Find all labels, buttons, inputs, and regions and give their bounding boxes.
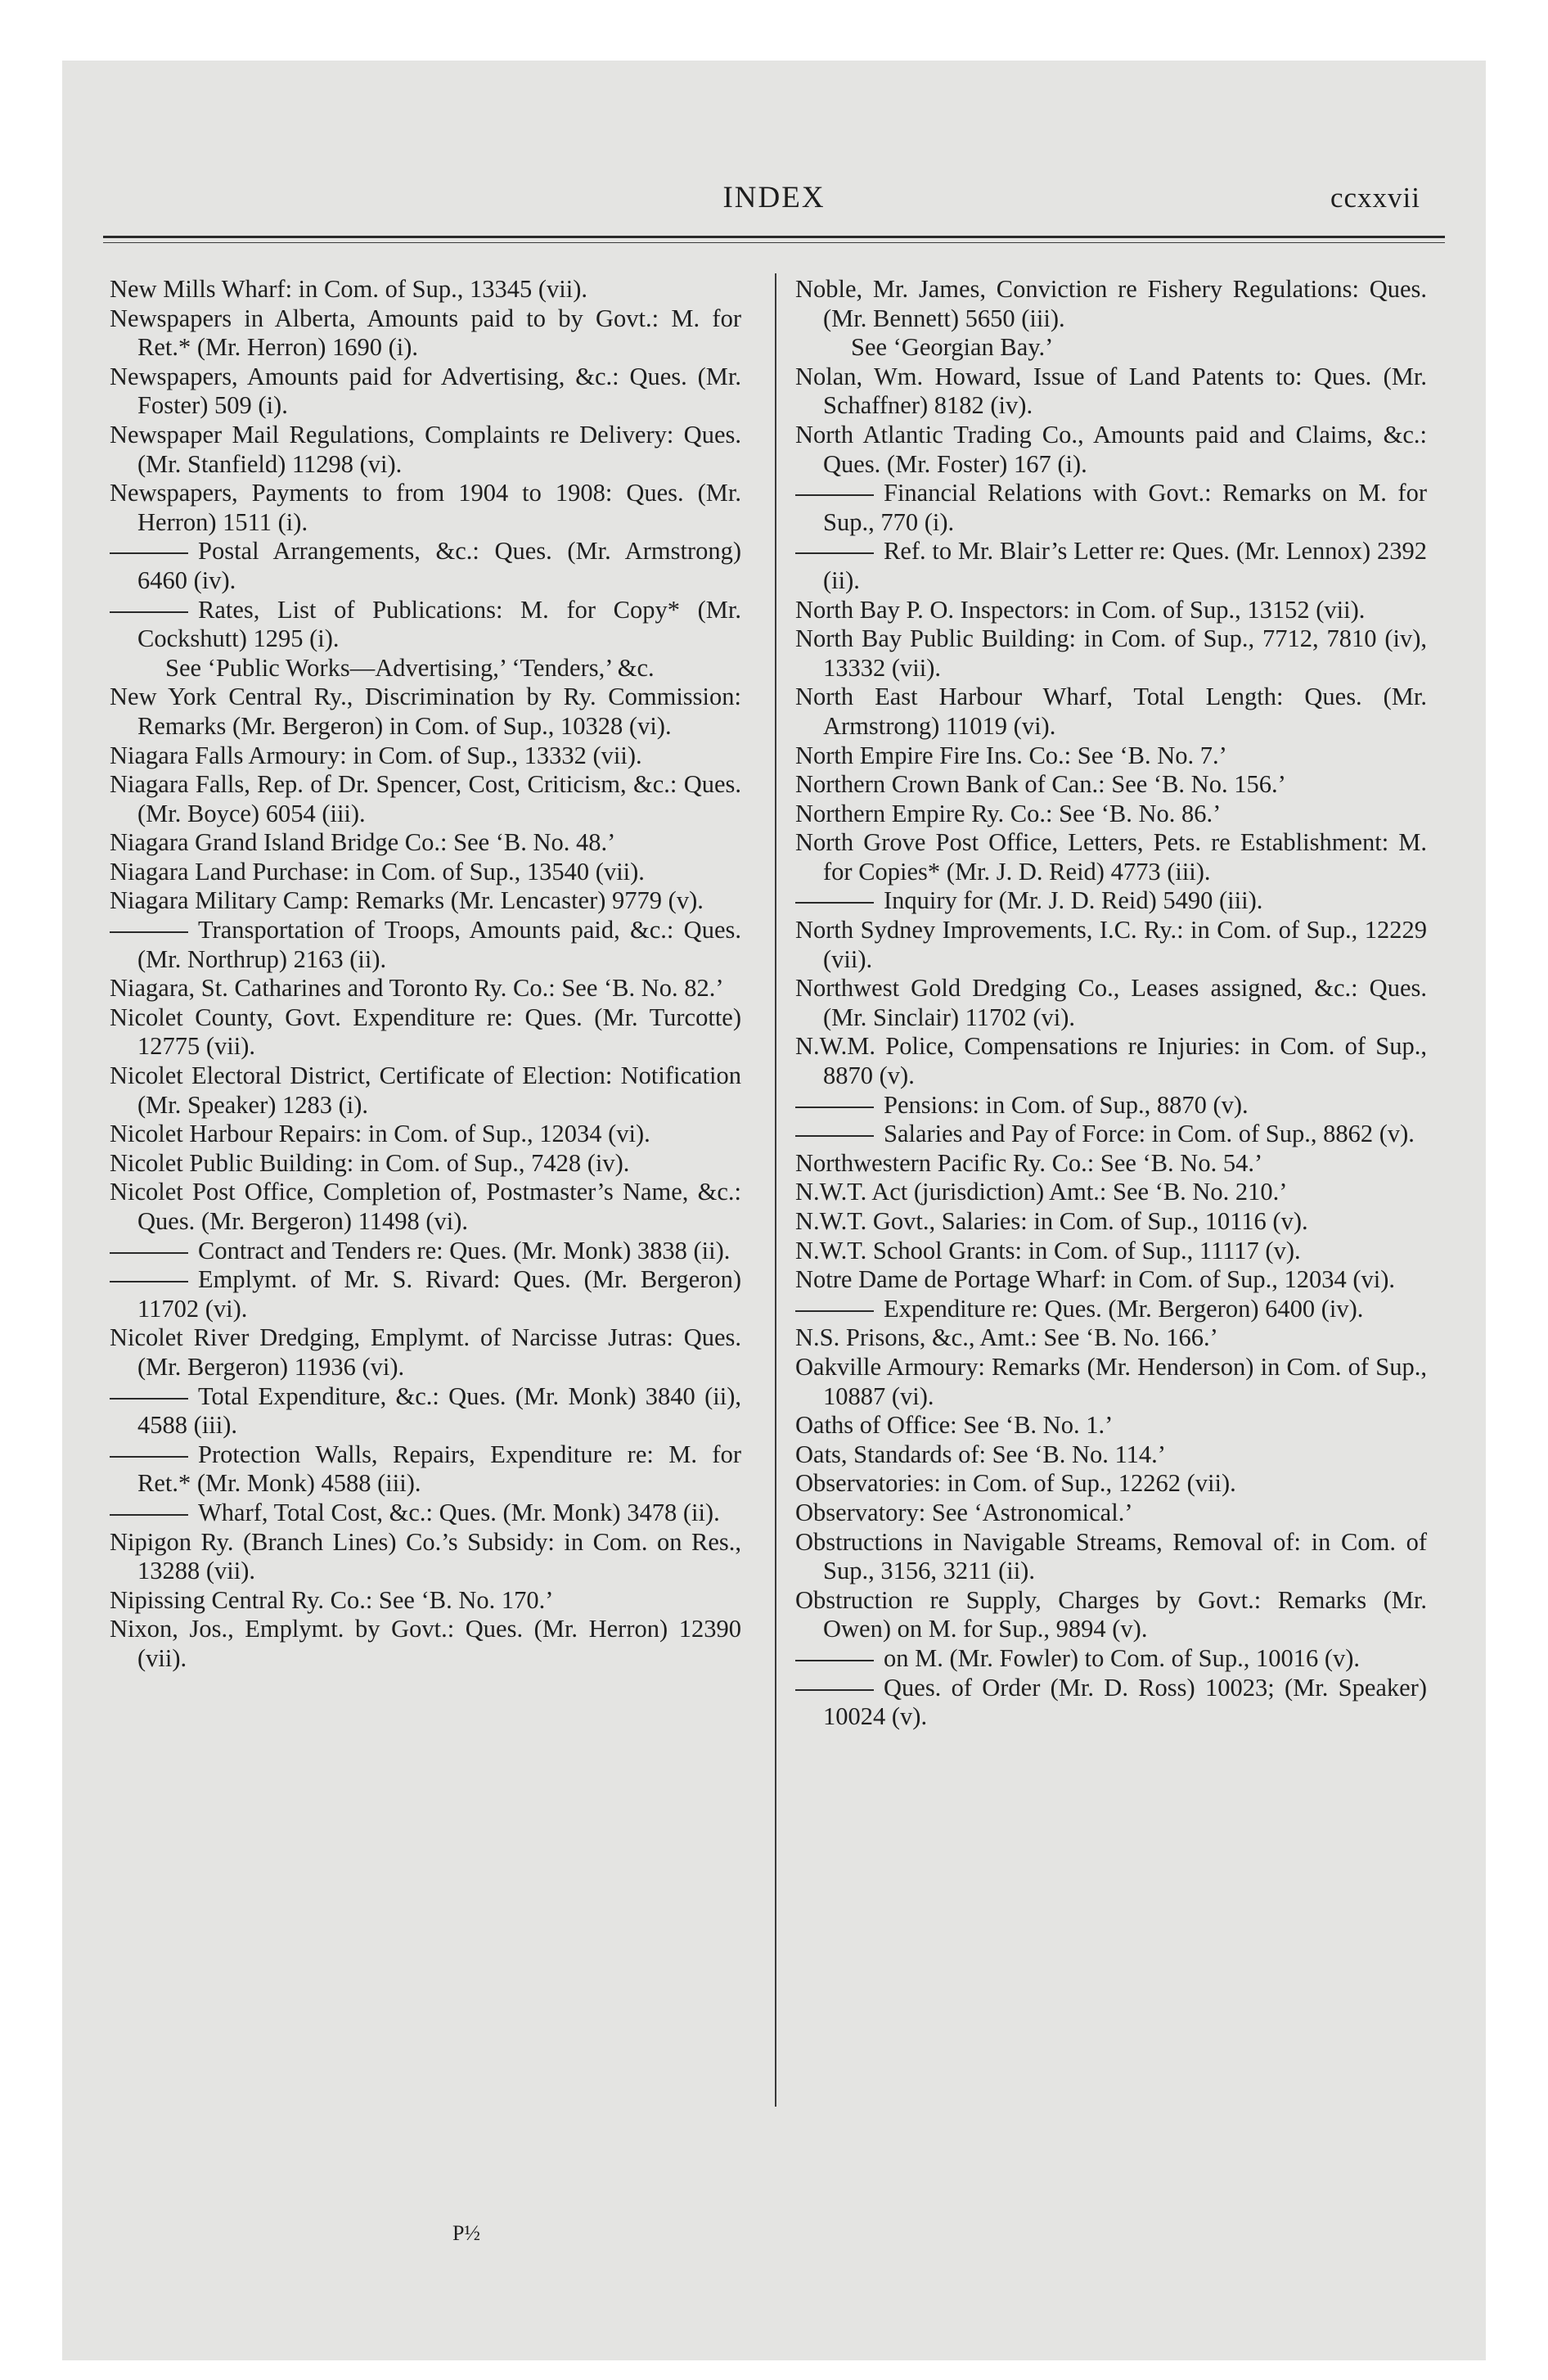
entry-text: Niagara, St. Catharines and Toronto Ry. Co.: See ‘B. No. 82.’: [110, 974, 724, 1003]
index-entry: [795, 333, 1427, 363]
entry-text: Nicolet Post Office, Completion of, Postmaster’s Name, &c.: Ques. (Mr. Bergeron) 11498 (vi).: [110, 1178, 741, 1235]
index-entry: [110, 1382, 741, 1440]
index-entry: [110, 1178, 741, 1236]
entry-text: Newspapers in Alberta, Amounts paid to by Govt.: M. for Ret.* (Mr. Herron) 1690 (i).: [110, 304, 741, 362]
index-entry: [110, 1265, 741, 1323]
index-entry: [110, 421, 741, 479]
index-entry: [110, 886, 741, 916]
entry-text: Nicolet Public Building: in Com. of Sup., 7428 (iv).: [110, 1148, 630, 1177]
entry-text: Pensions: in Com. of Sup., 8870 (v).: [884, 1090, 1249, 1119]
header-rule-thick: [103, 236, 1445, 238]
index-entry: [110, 1499, 741, 1528]
entry-text: Financial Relations with Govt.: Remarks on M. for Sup., 770 (i).: [823, 479, 1427, 536]
index-entry: [795, 1411, 1427, 1440]
entry-text: Expenditure re: Ques. (Mr. Bergeron) 6400 (iv).: [884, 1294, 1364, 1323]
index-entry: [110, 1440, 741, 1499]
index-entry: [795, 1091, 1427, 1120]
index-entry: [795, 1353, 1427, 1411]
entry-text: See ‘Public Works—Advertising,’ ‘Tenders,’ &c.: [165, 653, 655, 682]
entry-text: Obstruction re Supply, Charges by Govt.: Remarks (Mr. Owen) on M. for Sup., 9894 (v).: [795, 1585, 1427, 1643]
index-entry: [795, 1469, 1427, 1499]
index-entry: [795, 537, 1427, 595]
entry-text: New York Central Ry., Discrimination by Ry. Commission: Remarks (Mr. Bergeron) in Com. of Sup., 10328 (vi).: [110, 683, 741, 740]
entry-text: Rates, List of Publications: M. for Copy* (Mr. Cockshutt) 1295 (i).: [137, 595, 741, 653]
index-entry: [110, 1062, 741, 1120]
index-entry: [110, 770, 741, 828]
entry-text: New Mills Wharf: in Com. of Sup., 13345 (vii).: [110, 275, 587, 303]
ditto-dash: [110, 1281, 188, 1282]
right-column: [795, 275, 1427, 1732]
entry-text: N.W.T. School Grants: in Com. of Sup., 11117 (v).: [795, 1236, 1301, 1264]
entry-text: Observatory: See ‘Astronomical.’: [795, 1498, 1133, 1526]
column-divider: [775, 273, 776, 2107]
index-entry: [795, 1295, 1427, 1324]
entry-text: Total Expenditure, &c.: Ques. (Mr. Monk) 3840 (ii), 4588 (iii).: [137, 1382, 741, 1440]
ditto-dash: [110, 1456, 188, 1458]
entry-text: N.W.T. Govt., Salaries: in Com. of Sup., 10116 (v).: [795, 1207, 1308, 1235]
entry-text: North Empire Fire Ins. Co.: See ‘B. No. 7.’: [795, 741, 1227, 769]
ditto-dash: [795, 1107, 874, 1108]
ditto-dash: [795, 1310, 874, 1312]
left-column: [110, 275, 741, 1674]
index-entry: [795, 1265, 1427, 1295]
entry-text: North Sydney Improvements, I.C. Ry.: in Com. of Sup., 12229 (vii).: [795, 916, 1427, 973]
ditto-dash: [795, 902, 874, 904]
entry-text: Oaths of Office: See ‘B. No. 1.’: [795, 1411, 1114, 1440]
page-number: ccxxvii: [1330, 182, 1420, 214]
entry-text: Northwest Gold Dredging Co., Leases assigned, &c.: Ques. (Mr. Sinclair) 11702 (vi).: [795, 974, 1427, 1031]
index-entry: [795, 800, 1427, 829]
ditto-dash: [795, 552, 874, 554]
index-page: [62, 61, 1486, 2360]
index-entry: [110, 858, 741, 887]
signature-mark: P½: [452, 2221, 480, 2245]
entry-text: Notre Dame de Portage Wharf: in Com. of Sup., 12034 (vi).: [795, 1265, 1395, 1294]
index-entry: [110, 479, 741, 537]
entry-text: Newspapers, Payments to from 1904 to 1908: Ques. (Mr. Herron) 1511 (i).: [110, 479, 741, 536]
entry-text: North East Harbour Wharf, Total Length: Ques. (Mr. Armstrong) 11019 (vi).: [795, 683, 1427, 740]
header-rule-thin: [103, 242, 1445, 243]
entry-text: Salaries and Pay of Force: in Com. of Sup., 8862 (v).: [884, 1120, 1415, 1148]
entry-text: Nolan, Wm. Howard, Issue of Land Patents to: Ques. (Mr. Schaffner) 8182 (iv).: [795, 362, 1427, 420]
entry-text: Niagara Grand Island Bridge Co.: See ‘B. No. 48.’: [110, 828, 616, 857]
entry-text: Niagara Military Camp: Remarks (Mr. Lencaster) 9779 (v).: [110, 886, 704, 915]
index-entry: [795, 1674, 1427, 1732]
entry-text: Nicolet Harbour Repairs: in Com. of Sup., 12034 (vi).: [110, 1120, 650, 1148]
index-entry: [110, 537, 741, 595]
index-entry: [110, 654, 741, 683]
index-entry: [110, 275, 741, 304]
entry-text: North Bay Public Building: in Com. of Sup., 7712, 7810 (iv), 13332 (vii).: [795, 624, 1427, 682]
index-entry: [795, 275, 1427, 333]
entry-text: Nixon, Jos., Emplymt. by Govt.: Ques. (Mr. Herron) 12390 (vii).: [110, 1615, 741, 1672]
index-entry: [795, 1440, 1427, 1470]
ditto-dash: [110, 1252, 188, 1254]
index-entry: [795, 974, 1427, 1032]
index-entry: [110, 1615, 741, 1673]
entry-text: Northern Crown Bank of Can.: See ‘B. No. 156.’: [795, 770, 1286, 799]
index-entry: [795, 363, 1427, 421]
index-entry: [110, 1528, 741, 1586]
index-entry: [795, 1528, 1427, 1586]
entry-text: Obstructions in Navigable Streams, Removal of: in Com. of Sup., 3156, 3211 (ii).: [795, 1527, 1427, 1585]
entry-text: Oakville Armoury: Remarks (Mr. Henderson) in Com. of Sup., 10887 (vi).: [795, 1352, 1427, 1410]
entry-text: Protection Walls, Repairs, Expenditure re: M. for Ret.* (Mr. Monk) 4588 (iii).: [137, 1440, 741, 1498]
page-title: INDEX: [722, 181, 826, 214]
ditto-dash: [110, 552, 188, 554]
entry-text: Northern Empire Ry. Co.: See ‘B. No. 86.’: [795, 799, 1222, 827]
entry-text: Observatories: in Com. of Sup., 12262 (vii).: [795, 1469, 1236, 1498]
entry-text: See ‘Georgian Bay.’: [851, 333, 1054, 362]
entry-text: Newspaper Mail Regulations, Complaints re Delivery: Ques. (Mr. Stanfield) 11298 (vi).: [110, 420, 741, 478]
index-entry: [110, 1586, 741, 1616]
ditto-dash: [110, 611, 188, 613]
index-entry: [110, 683, 741, 741]
index-entry: [110, 1003, 741, 1062]
index-entry: [795, 683, 1427, 741]
entry-text: Nicolet Electoral District, Certificate of Election: Notification (Mr. Speaker) 1283 (i).: [110, 1062, 741, 1119]
entry-text: Nicolet County, Govt. Expenditure re: Ques. (Mr. Turcotte) 12775 (vii).: [110, 1003, 741, 1061]
entry-text: Niagara Land Purchase: in Com. of Sup., 13540 (vii).: [110, 857, 645, 886]
entry-text: on M. (Mr. Fowler) to Com. of Sup., 10016 (v).: [884, 1643, 1361, 1672]
ditto-dash: [110, 931, 188, 933]
index-entry: [110, 304, 741, 363]
entry-text: Niagara Falls Armoury: in Com. of Sup., 13332 (vii).: [110, 741, 642, 769]
index-entry: [110, 1237, 741, 1266]
index-entry: [795, 1178, 1427, 1207]
ditto-dash: [795, 1660, 874, 1661]
entry-text: Inquiry for (Mr. J. D. Reid) 5490 (iii).: [884, 886, 1263, 915]
index-entry: [110, 363, 741, 421]
index-entry: [795, 1586, 1427, 1644]
index-entry: [110, 828, 741, 858]
index-entry: [795, 1120, 1427, 1149]
index-entry: [795, 596, 1427, 625]
index-entry: [795, 770, 1427, 800]
index-entry: [795, 1207, 1427, 1237]
entry-text: Ques. of Order (Mr. D. Ross) 10023; (Mr. Speaker) 10024 (v).: [823, 1673, 1427, 1731]
entry-text: North Bay P. O. Inspectors: in Com. of Sup., 13152 (vii).: [795, 595, 1366, 624]
entry-text: Wharf, Total Cost, &c.: Ques. (Mr. Monk) 3478 (ii).: [198, 1498, 720, 1526]
index-entry: [795, 421, 1427, 479]
index-entry: [795, 916, 1427, 974]
index-entry: [795, 1149, 1427, 1179]
entry-text: Nipissing Central Ry. Co.: See ‘B. No. 170.’: [110, 1585, 554, 1614]
ditto-dash: [110, 1514, 188, 1516]
entry-text: Postal Arrangements, &c.: Ques. (Mr. Armstrong) 6460 (iv).: [137, 537, 741, 594]
entry-text: Nipigon Ry. (Branch Lines) Co.’s Subsidy: in Com. on Res., 13288 (vii).: [110, 1527, 741, 1585]
index-entry: [795, 1237, 1427, 1266]
entry-text: Oats, Standards of: See ‘B. No. 114.’: [795, 1440, 1166, 1468]
entry-text: Emplymt. of Mr. S. Rivard: Ques. (Mr. Bergeron) 11702 (vi).: [137, 1265, 741, 1323]
index-entry: [795, 1499, 1427, 1528]
index-entry: [795, 886, 1427, 916]
index-entry: [795, 1644, 1427, 1674]
index-entry: [795, 479, 1427, 537]
entry-text: Ref. to Mr. Blair’s Letter re: Ques. (Mr. Lennox) 2392 (ii).: [823, 537, 1427, 594]
entry-text: Northwestern Pacific Ry. Co.: See ‘B. No. 54.’: [795, 1148, 1263, 1177]
index-entry: [110, 1120, 741, 1149]
entry-text: N.W.M. Police, Compensations re Injuries: in Com. of Sup., 8870 (v).: [795, 1032, 1427, 1090]
index-entry: [110, 1149, 741, 1179]
ditto-dash: [795, 494, 874, 496]
entry-text: Niagara Falls, Rep. of Dr. Spencer, Cost, Criticism, &c.: Ques. (Mr. Boyce) 6054 (iii).: [110, 770, 741, 827]
entry-text: Contract and Tenders re: Ques. (Mr. Monk) 3838 (ii).: [198, 1236, 731, 1264]
entry-text: Nicolet River Dredging, Emplymt. of Narcisse Jutras: Ques. (Mr. Bergeron) 11936 (vi).: [110, 1323, 741, 1381]
entry-text: Transportation of Troops, Amounts paid, &c.: Ques. (Mr. Northrup) 2163 (ii).: [137, 916, 741, 973]
entry-text: North Atlantic Trading Co., Amounts paid and Claims, &c.: Ques. (Mr. Foster) 167 (i).: [795, 420, 1427, 478]
entry-text: N.S. Prisons, &c., Amt.: See ‘B. No. 166.’: [795, 1323, 1218, 1352]
index-entry: [795, 624, 1427, 683]
index-entry: [795, 828, 1427, 886]
index-entry: [110, 974, 741, 1003]
index-entry: [795, 1323, 1427, 1353]
ditto-dash: [795, 1689, 874, 1691]
index-entry: [110, 741, 741, 771]
index-entry: [110, 596, 741, 654]
index-entry: [110, 916, 741, 974]
index-entry: [795, 741, 1427, 771]
entry-text: Noble, Mr. James, Conviction re Fishery Regulations: Ques. (Mr. Bennett) 5650 (iii).: [795, 275, 1427, 332]
entry-text: N.W.T. Act (jurisdiction) Amt.: See ‘B. No. 210.’: [795, 1178, 1288, 1206]
ditto-dash: [110, 1398, 188, 1400]
ditto-dash: [795, 1135, 874, 1137]
entry-text: North Grove Post Office, Letters, Pets. re Establishment: M. for Copies* (Mr. J. D. Reid) 4773 (iii).: [795, 828, 1427, 886]
index-entry: [795, 1032, 1427, 1090]
index-entry: [110, 1323, 741, 1382]
running-head: [103, 174, 1445, 223]
entry-text: Newspapers, Amounts paid for Advertising, &c.: Ques. (Mr. Foster) 509 (i).: [110, 362, 741, 420]
